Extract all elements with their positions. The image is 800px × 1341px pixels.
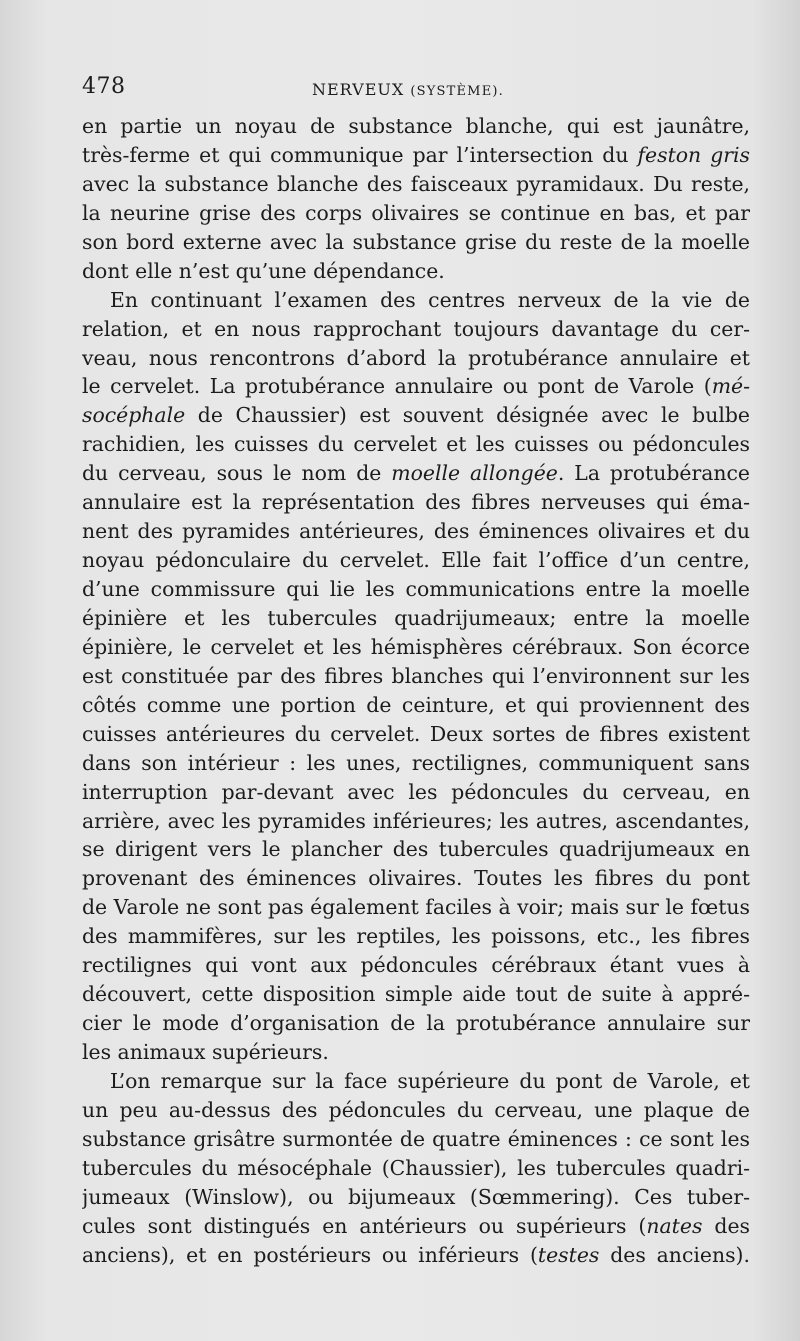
text-line: cuisses antérieures du cervelet. Deux sortes de fibres existent bbox=[82, 721, 750, 746]
text-line: jumeaux (Winslow), ou bijumeaux (Sœmmering). Ces tuber- bbox=[82, 1184, 750, 1209]
body-text bbox=[82, 112, 750, 1270]
text-line: un peu au-dessus des pédoncules du cerveau, une plaque de bbox=[82, 1097, 750, 1122]
text-line: épinière, le cervelet et les hémisphères cérébraux. Son écorce bbox=[82, 634, 750, 659]
italic-term: testes bbox=[537, 1242, 600, 1267]
text-line: substance grisâtre surmontée de quatre éminences : ce sont les bbox=[82, 1126, 750, 1151]
text-line: dont elle n’est qu’une dépendance. bbox=[82, 258, 445, 283]
italic-term: mé- bbox=[711, 374, 750, 399]
text-line: le cervelet. La protubérance annulaire ou pont de Varole (mé- bbox=[82, 374, 750, 399]
text-line: En continuant l’examen des centres nerveux de la vie de bbox=[110, 287, 750, 312]
running-head-paren: (SYSTÈME). bbox=[410, 84, 504, 99]
text-line: dans son intérieur : les unes, rectilignes, communiquent sans bbox=[82, 750, 750, 775]
text-line: socéphale de Chaussier) est souvent désignée avec le bulbe bbox=[82, 403, 750, 428]
italic-term: nates bbox=[646, 1213, 703, 1238]
text-line: épinière et les tubercules quadrijumeaux; entre la moelle bbox=[82, 605, 750, 630]
text-line: la neurine grise des corps olivaires se continue en bas, et par bbox=[82, 200, 750, 225]
text-line: avec la substance blanche des faisceaux pyramidaux. Du reste, bbox=[82, 171, 750, 196]
text-line: veau, nous rencontrons d’abord la protubérance annulaire et bbox=[82, 345, 750, 370]
text-line: cier le mode d’organisation de la protubérance annulaire sur bbox=[82, 1011, 750, 1036]
italic-term: socéphale bbox=[82, 403, 186, 428]
text-line: du cerveau, sous le nom de moelle allongée. La protubérance bbox=[82, 461, 750, 486]
text-line: son bord externe avec la substance grise du reste de la moelle bbox=[82, 229, 750, 254]
text-line: découvert, cette disposition simple aide tout de suite à appré- bbox=[82, 982, 750, 1007]
text-line: d’une commissure qui lie les communications entre la moelle bbox=[82, 577, 750, 601]
text-line: arrière, avec les pyramides inférieures; les autres, ascendantes, bbox=[82, 808, 750, 833]
text-line: interruption par-devant avec les pédoncules du cerveau, en bbox=[82, 779, 750, 804]
page-header bbox=[82, 74, 750, 106]
text-line: relation, et en nous rapprochant toujours davantage du cer- bbox=[82, 316, 750, 341]
text-line: provenant des éminences olivaires. Toutes les fibres du pont bbox=[82, 866, 750, 891]
text-line: rachidien, les cuisses du cervelet et les cuisses ou pédoncules bbox=[82, 432, 750, 457]
text-line: côtés comme une portion de ceinture, et qui proviennent des bbox=[82, 692, 750, 717]
italic-term: moelle allongée bbox=[391, 461, 558, 486]
text-line: nent des pyramides antérieures, des éminences olivaires et du bbox=[82, 519, 750, 544]
text-line: en partie un noyau de substance blanche, qui est jaunâtre, bbox=[82, 114, 750, 138]
text-line: les animaux supérieurs. bbox=[82, 1040, 329, 1064]
running-head bbox=[312, 80, 504, 99]
text-line: anciens), et en postérieurs ou inférieurs (testes des anciens). bbox=[82, 1242, 750, 1267]
text-line: cules sont distingués en antérieurs ou supérieurs (nates des bbox=[82, 1213, 750, 1238]
text-line: noyau pédonculaire du cervelet. Elle fait l’office d’un centre, bbox=[82, 548, 750, 573]
text-line: est constituée par des fibres blanches qui l’environnent sur les bbox=[82, 663, 750, 688]
text-line: de Varole ne sont pas également faciles à voir; mais sur le fœtus bbox=[82, 895, 750, 920]
text-line: annulaire est la représentation des fibres nerveuses qui éma- bbox=[82, 490, 750, 515]
text-line: se dirigent vers le plancher des tubercules quadrijumeaux en bbox=[82, 837, 750, 862]
italic-term: feston gris bbox=[637, 142, 750, 167]
text-line: très-ferme et qui communique par l’intersection du feston gris bbox=[82, 142, 750, 167]
text-line: des mammifères, sur les reptiles, les poissons, etc., les fibres bbox=[82, 924, 750, 949]
text-line: rectilignes qui vont aux pédoncules cérébraux étant vues à bbox=[82, 953, 750, 978]
running-head-main: NERVEUX bbox=[312, 80, 405, 99]
page-number: 478 bbox=[82, 74, 126, 99]
text-line: L’on remarque sur la face supérieure du pont de Varole, et bbox=[110, 1068, 750, 1093]
text-line: tubercules du mésocéphale (Chaussier), les tubercules quadri- bbox=[82, 1155, 750, 1180]
